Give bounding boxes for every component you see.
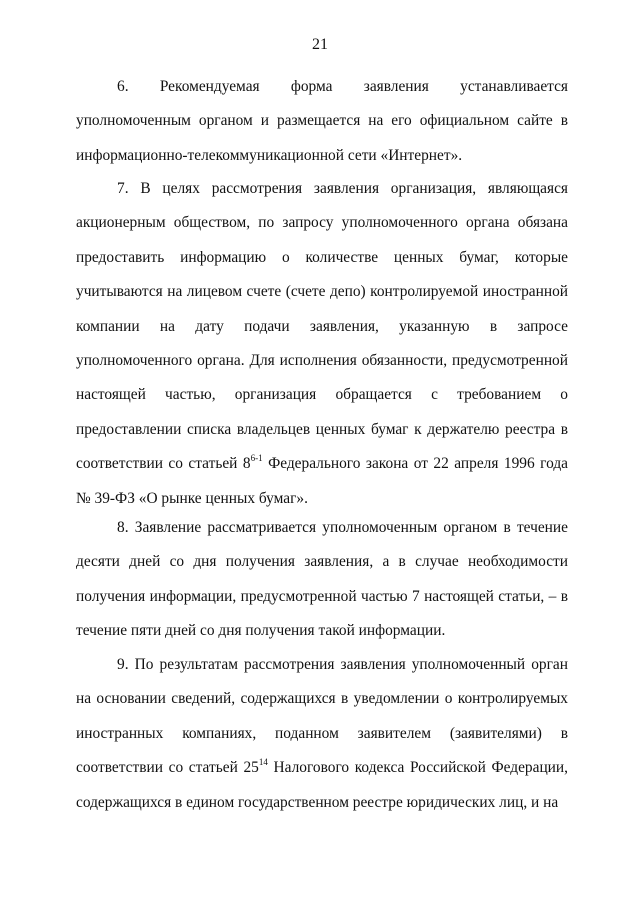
paragraph-6 bbox=[76, 70, 568, 173]
paragraph-9-text-continued: Налогового кодекса Российской Федерации, содержащихся в едином государственном реестре юридических лиц, и на bbox=[76, 759, 568, 811]
paragraph-8-text: 8. Заявление рассматривается уполномоченным органом в течение десяти дней со дня получения заявления, а в случае необходимости получения информации, предусмотренной частью 7 настоящей статьи, – в течение пяти дней со дня получения такой информации. bbox=[76, 519, 568, 640]
paragraph-7-text-continued: Федерального закона от 22 апреля 1996 года № 39-ФЗ «О рынке ценных бумаг». bbox=[76, 455, 568, 507]
paragraph-9 bbox=[76, 648, 568, 820]
paragraph-7 bbox=[76, 172, 568, 516]
paragraph-7-text: 7. В целях рассмотрения заявления организация, являющаяся акционерным обществом, по запросу уполномоченного органа обязана предоставить информацию о количестве ценных бумаг, которые учитываются на лицевом счете (счете депо) контролируемой иностранной компании на дату подачи заявления, указанную в запросе уполномоченного органа. Для исполнения обязанности, предусмотренной настоящей частью, организация обращается с требованием о предоставлении списка владельцев ценных бумаг к держателю реестра в соответствии со статьей 8 bbox=[76, 180, 568, 473]
page-number: 21 bbox=[312, 36, 328, 53]
paragraph-6-text: 6. Рекомендуемая форма заявления устанавливается уполномоченным органом и размещается на его официальном сайте в информационно-телекоммуникационной сети «Интернет». bbox=[76, 78, 568, 164]
article-superscript: 14 bbox=[258, 757, 268, 768]
paragraph-9-text: 9. По результатам рассмотрения заявления уполномоченный орган на основании сведений, содержащихся в уведомлении о контролируемых иностранных компаниях, поданном заявителем (заявителями) в соответствии со статьей 25 bbox=[76, 656, 568, 777]
paragraph-8 bbox=[76, 511, 568, 649]
article-superscript: 6-1 bbox=[250, 453, 263, 464]
